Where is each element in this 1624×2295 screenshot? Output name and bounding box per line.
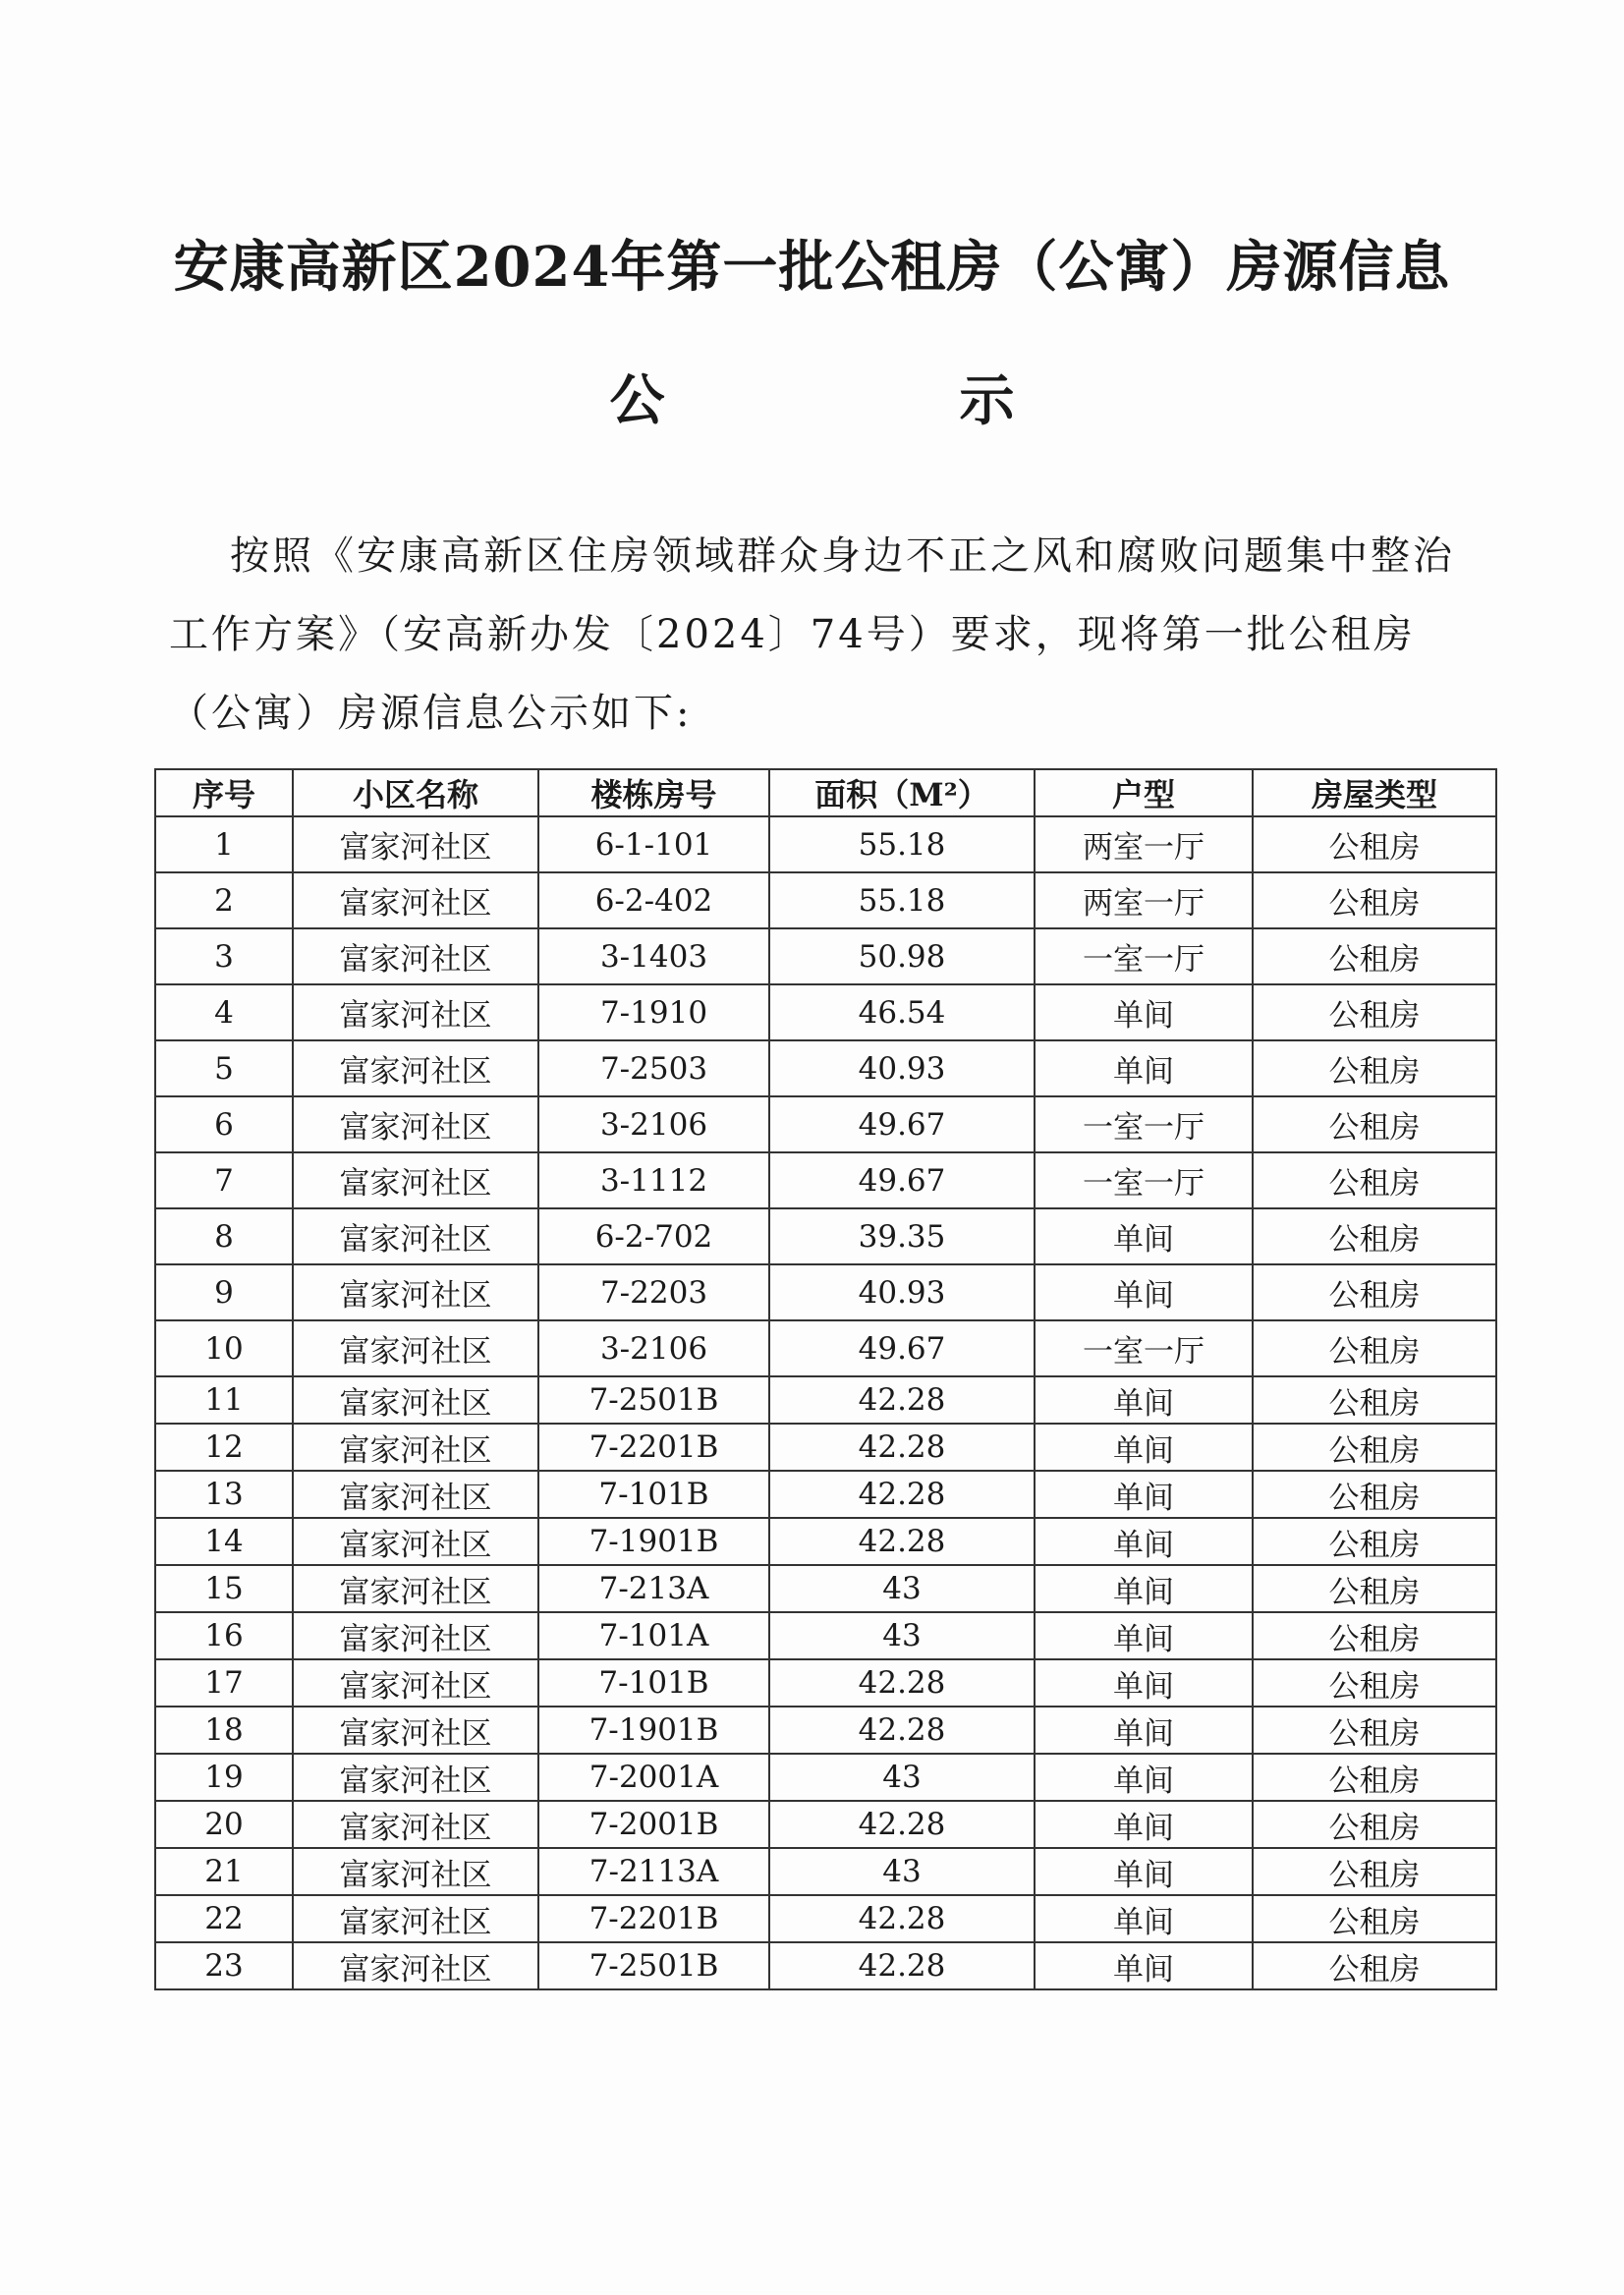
cell-building-room: 7-2203 <box>538 1264 769 1320</box>
header-housing-type: 房屋类型 <box>1253 769 1496 816</box>
cell-community-name: 富家河社区 <box>293 1565 538 1612</box>
cell-building-room: 6-1-101 <box>538 816 769 872</box>
table-row <box>155 1471 1496 1518</box>
table-row <box>155 1264 1496 1320</box>
table-row <box>155 1895 1496 1942</box>
cell-layout: 单间 <box>1035 1376 1253 1424</box>
cell-community-name: 富家河社区 <box>293 928 538 984</box>
cell-layout: 单间 <box>1035 1040 1253 1096</box>
cell-building-room: 7-1910 <box>538 984 769 1040</box>
cell-community-name: 富家河社区 <box>293 1518 538 1565</box>
cell-area: 40.93 <box>769 1040 1035 1096</box>
cell-area: 42.28 <box>769 1659 1035 1707</box>
cell-building-room: 7-2501B <box>538 1942 769 1989</box>
header-serial-number: 序号 <box>155 769 293 816</box>
cell-layout: 单间 <box>1035 1707 1253 1754</box>
document-subtitle <box>98 358 1526 436</box>
cell-serial-number: 5 <box>155 1040 293 1096</box>
cell-layout: 单间 <box>1035 1264 1253 1320</box>
cell-housing-type: 公租房 <box>1253 1707 1496 1754</box>
cell-serial-number: 20 <box>155 1801 293 1848</box>
cell-community-name: 富家河社区 <box>293 1424 538 1471</box>
cell-housing-type: 公租房 <box>1253 1208 1496 1264</box>
header-community-name: 小区名称 <box>293 769 538 816</box>
cell-housing-type: 公租房 <box>1253 1040 1496 1096</box>
cell-layout: 单间 <box>1035 1565 1253 1612</box>
cell-layout: 一室一厅 <box>1035 928 1253 984</box>
table-row <box>155 1152 1496 1208</box>
cell-area: 42.28 <box>769 1801 1035 1848</box>
table-row <box>155 872 1496 928</box>
cell-building-room: 3-2106 <box>538 1320 769 1376</box>
cell-building-room: 6-2-402 <box>538 872 769 928</box>
cell-housing-type: 公租房 <box>1253 1424 1496 1471</box>
cell-serial-number: 14 <box>155 1518 293 1565</box>
cell-layout: 一室一厅 <box>1035 1152 1253 1208</box>
cell-community-name: 富家河社区 <box>293 1754 538 1801</box>
cell-area: 43 <box>769 1848 1035 1895</box>
cell-serial-number: 3 <box>155 928 293 984</box>
cell-community-name: 富家河社区 <box>293 1471 538 1518</box>
cell-serial-number: 7 <box>155 1152 293 1208</box>
cell-layout: 一室一厅 <box>1035 1320 1253 1376</box>
table-row <box>155 928 1496 984</box>
cell-serial-number: 19 <box>155 1754 293 1801</box>
cell-building-room: 7-2001A <box>538 1754 769 1801</box>
cell-community-name: 富家河社区 <box>293 1895 538 1942</box>
cell-housing-type: 公租房 <box>1253 1754 1496 1801</box>
cell-housing-type: 公租房 <box>1253 872 1496 928</box>
cell-serial-number: 17 <box>155 1659 293 1707</box>
cell-serial-number: 11 <box>155 1376 293 1424</box>
cell-serial-number: 22 <box>155 1895 293 1942</box>
cell-layout: 单间 <box>1035 1612 1253 1659</box>
table-row <box>155 1376 1496 1424</box>
cell-layout: 单间 <box>1035 1848 1253 1895</box>
cell-layout: 一室一厅 <box>1035 1096 1253 1152</box>
document-title: 安康高新区2024年第一批公租房（公寓）房源信息 <box>173 235 1451 300</box>
cell-community-name: 富家河社区 <box>293 1040 538 1096</box>
cell-area: 40.93 <box>769 1264 1035 1320</box>
cell-community-name: 富家河社区 <box>293 1659 538 1707</box>
table-row <box>155 1518 1496 1565</box>
table-row <box>155 1942 1496 1989</box>
cell-area: 43 <box>769 1612 1035 1659</box>
cell-layout: 单间 <box>1035 1424 1253 1471</box>
cell-serial-number: 18 <box>155 1707 293 1754</box>
cell-housing-type: 公租房 <box>1253 984 1496 1040</box>
cell-housing-type: 公租房 <box>1253 1895 1496 1942</box>
cell-layout: 单间 <box>1035 1471 1253 1518</box>
cell-community-name: 富家河社区 <box>293 1264 538 1320</box>
cell-housing-type: 公租房 <box>1253 1471 1496 1518</box>
cell-community-name: 富家河社区 <box>293 984 538 1040</box>
cell-building-room: 7-2201B <box>538 1895 769 1942</box>
cell-layout: 单间 <box>1035 1208 1253 1264</box>
cell-community-name: 富家河社区 <box>293 1152 538 1208</box>
cell-serial-number: 8 <box>155 1208 293 1264</box>
cell-building-room: 3-1403 <box>538 928 769 984</box>
cell-layout: 单间 <box>1035 1754 1253 1801</box>
cell-area: 42.28 <box>769 1895 1035 1942</box>
cell-serial-number: 6 <box>155 1096 293 1152</box>
cell-building-room: 7-1901B <box>538 1518 769 1565</box>
cell-layout: 单间 <box>1035 1942 1253 1989</box>
table-row <box>155 1424 1496 1471</box>
cell-layout: 单间 <box>1035 1518 1253 1565</box>
cell-area: 42.28 <box>769 1471 1035 1518</box>
cell-layout: 两室一厅 <box>1035 816 1253 872</box>
cell-housing-type: 公租房 <box>1253 1264 1496 1320</box>
cell-housing-type: 公租房 <box>1253 1801 1496 1848</box>
cell-area: 42.28 <box>769 1376 1035 1424</box>
cell-housing-type: 公租房 <box>1253 1518 1496 1565</box>
housing-listing-table <box>154 768 1497 1990</box>
table-row <box>155 1659 1496 1707</box>
cell-area: 49.67 <box>769 1320 1035 1376</box>
cell-community-name: 富家河社区 <box>293 872 538 928</box>
cell-building-room: 7-1901B <box>538 1707 769 1754</box>
table-row <box>155 1208 1496 1264</box>
cell-housing-type: 公租房 <box>1253 816 1496 872</box>
intro-paragraph <box>169 517 1476 753</box>
cell-community-name: 富家河社区 <box>293 1612 538 1659</box>
cell-housing-type: 公租房 <box>1253 1376 1496 1424</box>
header-building-room: 楼栋房号 <box>538 769 769 816</box>
table-row <box>155 1801 1496 1848</box>
cell-serial-number: 13 <box>155 1471 293 1518</box>
table-row <box>155 1565 1496 1612</box>
cell-area: 42.28 <box>769 1707 1035 1754</box>
cell-serial-number: 10 <box>155 1320 293 1376</box>
cell-area: 50.98 <box>769 928 1035 984</box>
table-row <box>155 1848 1496 1895</box>
cell-building-room: 3-2106 <box>538 1096 769 1152</box>
cell-housing-type: 公租房 <box>1253 1096 1496 1152</box>
cell-layout: 单间 <box>1035 984 1253 1040</box>
table-row <box>155 1320 1496 1376</box>
cell-housing-type: 公租房 <box>1253 1848 1496 1895</box>
cell-area: 42.28 <box>769 1518 1035 1565</box>
cell-building-room: 7-2113A <box>538 1848 769 1895</box>
cell-building-room: 7-101B <box>538 1471 769 1518</box>
cell-community-name: 富家河社区 <box>293 1376 538 1424</box>
cell-community-name: 富家河社区 <box>293 1208 538 1264</box>
table-row <box>155 816 1496 872</box>
subtitle-char-2: 示 <box>959 368 1015 433</box>
cell-community-name: 富家河社区 <box>293 1801 538 1848</box>
cell-community-name: 富家河社区 <box>293 1707 538 1754</box>
table-body <box>155 816 1496 1989</box>
cell-building-room: 7-2001B <box>538 1801 769 1848</box>
cell-area: 49.67 <box>769 1096 1035 1152</box>
cell-housing-type: 公租房 <box>1253 1942 1496 1989</box>
cell-serial-number: 1 <box>155 816 293 872</box>
table-row <box>155 1754 1496 1801</box>
cell-housing-type: 公租房 <box>1253 928 1496 984</box>
cell-building-room: 7-213A <box>538 1565 769 1612</box>
table-row <box>155 984 1496 1040</box>
cell-serial-number: 12 <box>155 1424 293 1471</box>
table-row <box>155 1612 1496 1659</box>
cell-housing-type: 公租房 <box>1253 1659 1496 1707</box>
cell-area: 42.28 <box>769 1942 1035 1989</box>
cell-area: 49.67 <box>769 1152 1035 1208</box>
cell-building-room: 3-1112 <box>538 1152 769 1208</box>
cell-serial-number: 16 <box>155 1612 293 1659</box>
cell-serial-number: 21 <box>155 1848 293 1895</box>
table-row <box>155 1707 1496 1754</box>
cell-layout: 单间 <box>1035 1659 1253 1707</box>
cell-serial-number: 23 <box>155 1942 293 1989</box>
cell-area: 39.35 <box>769 1208 1035 1264</box>
cell-area: 43 <box>769 1565 1035 1612</box>
subtitle-char-1: 公 <box>609 368 665 433</box>
cell-building-room: 7-101A <box>538 1612 769 1659</box>
cell-area: 42.28 <box>769 1424 1035 1471</box>
cell-community-name: 富家河社区 <box>293 816 538 872</box>
header-area: 面积（M²） <box>769 769 1035 816</box>
cell-serial-number: 4 <box>155 984 293 1040</box>
cell-layout: 单间 <box>1035 1895 1253 1942</box>
table-header-row <box>155 769 1496 816</box>
cell-community-name: 富家河社区 <box>293 1320 538 1376</box>
cell-area: 55.18 <box>769 872 1035 928</box>
cell-layout: 单间 <box>1035 1801 1253 1848</box>
table-row <box>155 1096 1496 1152</box>
cell-serial-number: 9 <box>155 1264 293 1320</box>
cell-layout: 两室一厅 <box>1035 872 1253 928</box>
cell-building-room: 7-2201B <box>538 1424 769 1471</box>
cell-housing-type: 公租房 <box>1253 1320 1496 1376</box>
cell-area: 46.54 <box>769 984 1035 1040</box>
cell-housing-type: 公租房 <box>1253 1152 1496 1208</box>
cell-building-room: 6-2-702 <box>538 1208 769 1264</box>
cell-serial-number: 15 <box>155 1565 293 1612</box>
cell-area: 43 <box>769 1754 1035 1801</box>
table-row <box>155 1040 1496 1096</box>
header-layout: 户型 <box>1035 769 1253 816</box>
cell-building-room: 7-2501B <box>538 1376 769 1424</box>
cell-serial-number: 2 <box>155 872 293 928</box>
cell-community-name: 富家河社区 <box>293 1942 538 1989</box>
cell-housing-type: 公租房 <box>1253 1565 1496 1612</box>
intro-paragraph-text: 按照《安康高新区住房领域群众身边不正之风和腐败问题集中整治工作方案》（安高新办发〔2024〕74号）要求，现将第一批公租房（公寓）房源信息公示如下: <box>169 533 1455 736</box>
cell-community-name: 富家河社区 <box>293 1096 538 1152</box>
cell-building-room: 7-101B <box>538 1659 769 1707</box>
cell-housing-type: 公租房 <box>1253 1612 1496 1659</box>
cell-building-room: 7-2503 <box>538 1040 769 1096</box>
cell-community-name: 富家河社区 <box>293 1848 538 1895</box>
cell-area: 55.18 <box>769 816 1035 872</box>
